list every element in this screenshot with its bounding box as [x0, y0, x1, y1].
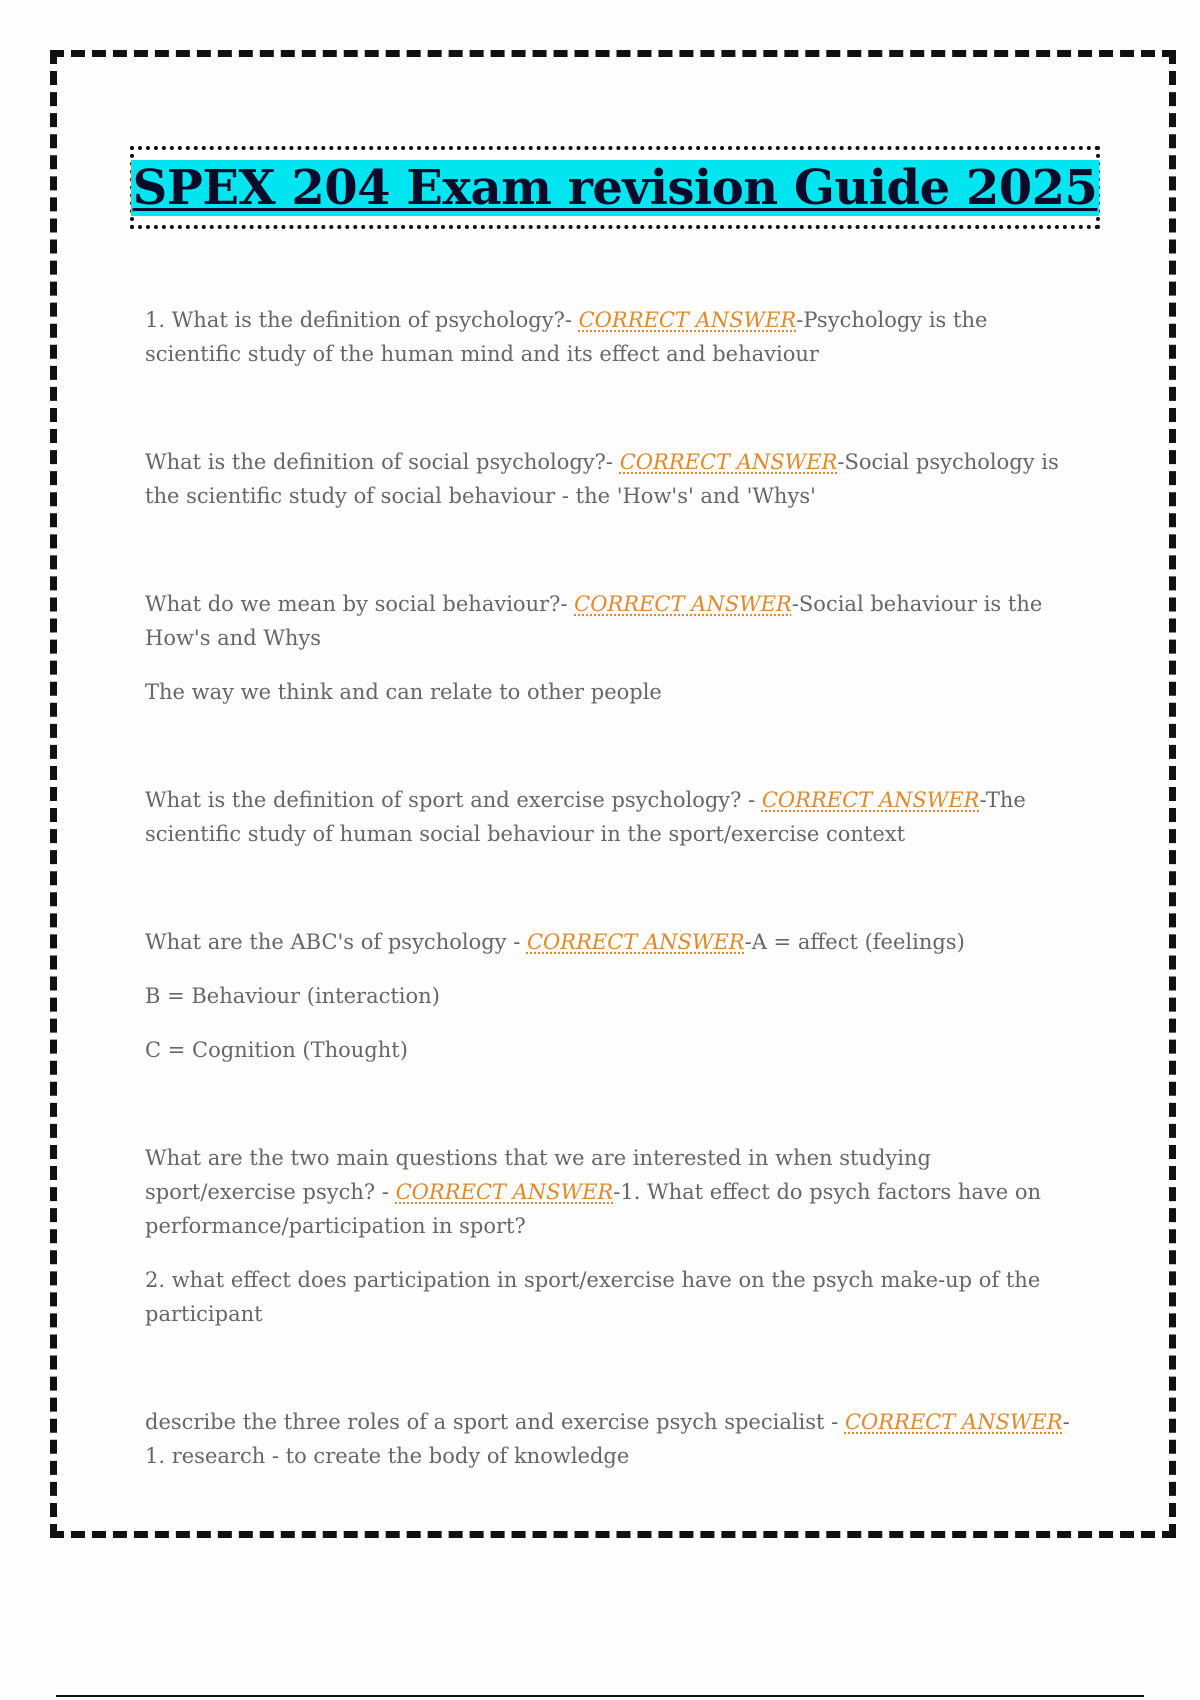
qa-item-3	[145, 587, 1085, 709]
correct-answer-marker: CORRECT ANSWER	[761, 788, 980, 812]
question-text: 1. What is the definition of psychology?- CORRECT ANSWER-Psychology is the scientific study of the human mind and its effect and behaviour	[145, 308, 988, 366]
question-text: What are the ABC's of psychology - CORRECT ANSWER-A = affect (feelings)	[145, 930, 965, 954]
question-prefix: What are the ABC's of psychology -	[145, 930, 527, 954]
qa-item-6	[145, 1141, 1085, 1331]
answer-text: The scientific study of human social behaviour in the sport/exercise context	[145, 788, 1026, 846]
correct-answer-marker: CORRECT ANSWER	[844, 1410, 1063, 1434]
answer-text: A = affect (feelings)	[751, 930, 965, 954]
answer-extra-line: C = Cognition (Thought)	[145, 1038, 408, 1062]
title-box	[130, 146, 1100, 229]
qa-item-2	[145, 445, 1085, 513]
answer-text: 1. research - to create the body of knowledge	[145, 1444, 630, 1468]
answer-text: 1. What effect do psych factors have on performance/participation in sport?	[145, 1180, 1042, 1238]
answer-text: Social psychology is the scientific study of social behaviour - the 'How's' and 'Whys'	[145, 450, 1059, 508]
question-prefix: 1. What is the definition of psychology?-	[145, 308, 579, 332]
answer-text: Psychology is the scientific study of the human mind and its effect and behaviour	[145, 308, 988, 366]
question-prefix: describe the three roles of a sport and exercise psych specialist -	[145, 1410, 845, 1434]
answer-extra-line: The way we think and can relate to other people	[145, 680, 662, 704]
correct-answer-marker: CORRECT ANSWER	[395, 1180, 614, 1204]
question-prefix: What are the two main questions that we are interested in when studying sport/exercise psych? -	[145, 1146, 931, 1204]
qa-item-1	[145, 303, 1085, 371]
correct-answer-marker: CORRECT ANSWER	[526, 930, 745, 954]
bottom-divider	[56, 1695, 1144, 1697]
correct-answer-marker: CORRECT ANSWER	[578, 308, 797, 332]
qa-item-4	[145, 783, 1085, 851]
question-text: What are the two main questions that we are interested in when studying sport/exercise psych? - CORRECT ANSWER-1. What effect do psych factors have on performance/participation in sport?	[145, 1146, 1042, 1238]
correct-answer-marker: CORRECT ANSWER	[619, 450, 838, 474]
qa-item-7	[145, 1405, 1085, 1473]
question-prefix: What is the definition of sport and exercise psychology? -	[145, 788, 762, 812]
answer-extra-line: B = Behaviour (interaction)	[145, 984, 440, 1008]
question-text: describe the three roles of a sport and exercise psych specialist - CORRECT ANSWER-1. research - to create the body of knowledge	[145, 1410, 1070, 1468]
document-title: SPEX 204 Exam revision Guide 2025	[132, 159, 1098, 216]
question-text: What do we mean by social behaviour?- CORRECT ANSWER-Social behaviour is the How's and Whys	[145, 592, 1043, 650]
question-prefix: What is the definition of social psychology?-	[145, 450, 620, 474]
answer-text: Social behaviour is the How's and Whys	[145, 592, 1043, 650]
correct-answer-marker: CORRECT ANSWER	[574, 592, 792, 616]
question-text: What is the definition of sport and exercise psychology? - CORRECT ANSWER-The scientific study of human social behaviour in the sport/exercise context	[145, 788, 1026, 846]
answer-extra-line: 2. what effect does participation in sport/exercise have on the psych make-up of the participant	[145, 1268, 1041, 1326]
question-text: What is the definition of social psychology?- CORRECT ANSWER-Social psychology is the scientific study of social behaviour - the 'How's' and 'Whys'	[145, 450, 1059, 508]
question-prefix: What do we mean by social behaviour?-	[145, 592, 575, 616]
qa-list	[145, 303, 1085, 1473]
qa-item-5	[145, 925, 1085, 1067]
